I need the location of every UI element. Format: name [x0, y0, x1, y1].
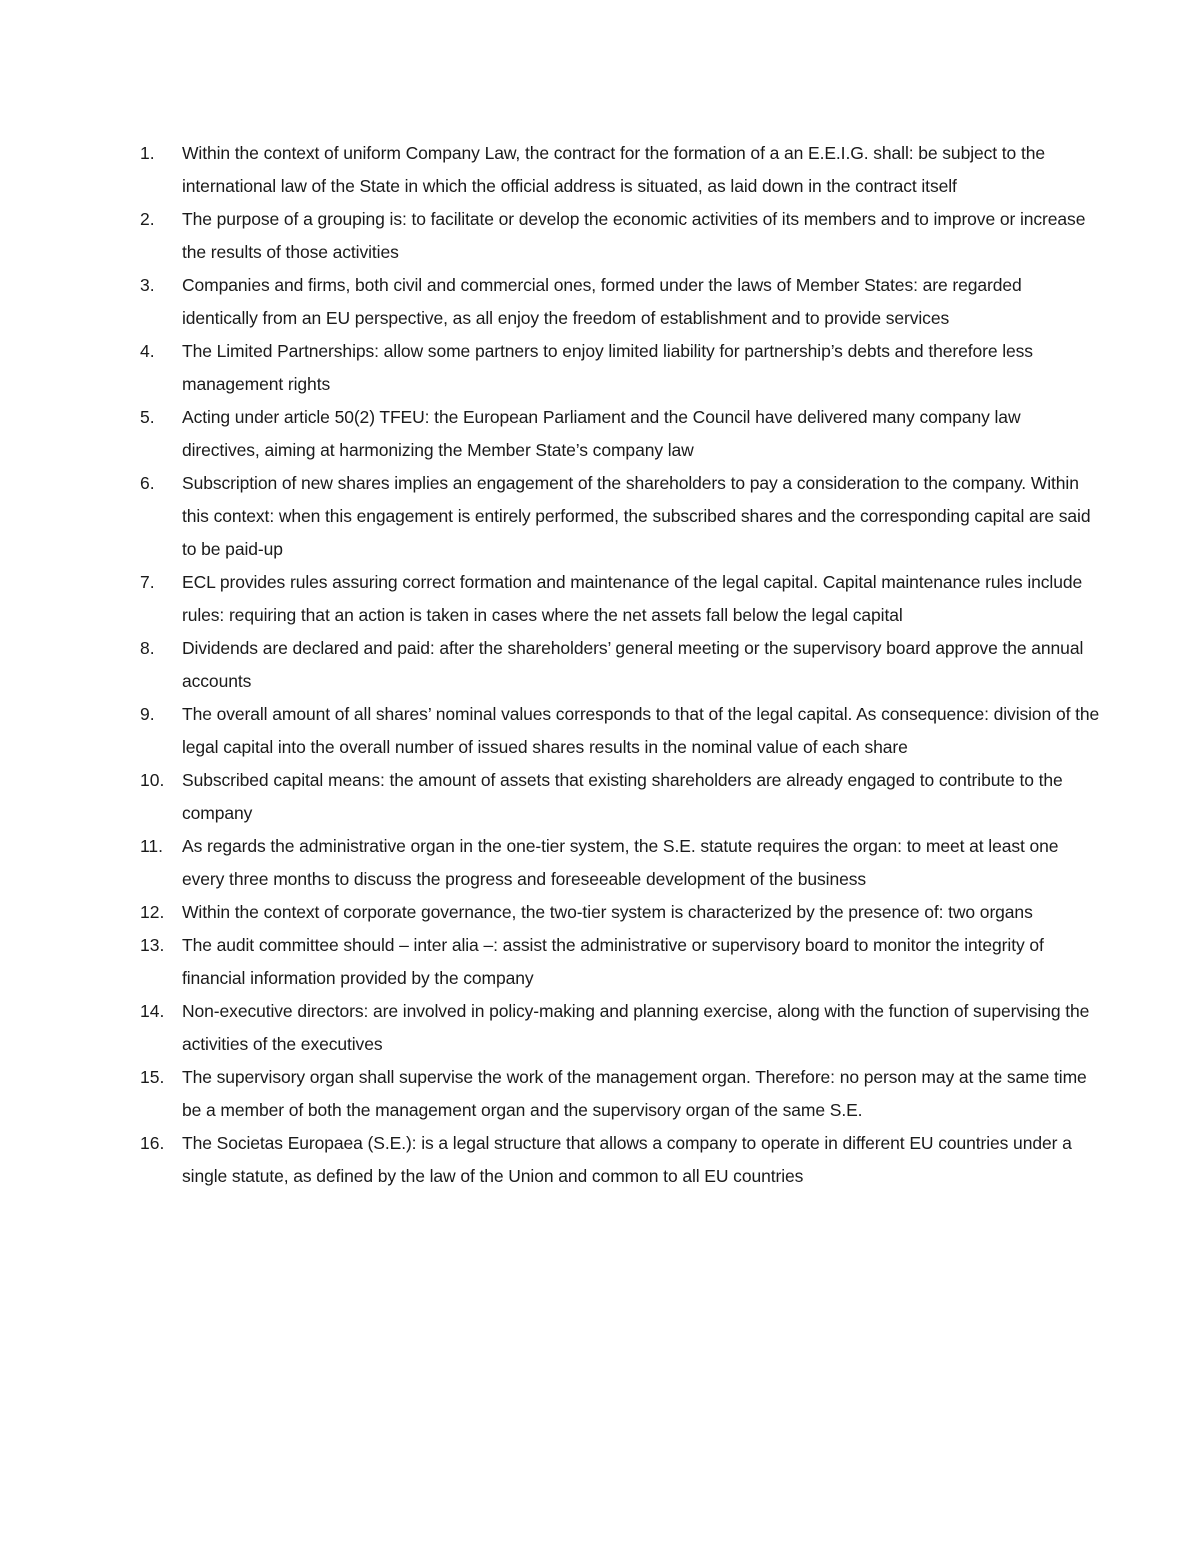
item-number: 11.: [140, 836, 164, 856]
item-text: Within the context of corporate governance, the two-tier system is characterized by the presence of: two organs: [182, 902, 1033, 922]
item-number: 7.: [140, 572, 155, 592]
item-text: The supervisory organ shall supervise the work of the management organ. Therefore: no person may at the same time be a member of both the management organ and the supervisory organ of the same S.E.: [182, 1067, 1087, 1120]
item-number: 9.: [140, 704, 155, 724]
item-text: ECL provides rules assuring correct formation and maintenance of the legal capital. Capital maintenance rules include rules: requiring that an action is taken in cases where the net assets fall below the legal capital: [182, 572, 1083, 625]
item-number: 10.: [140, 770, 165, 790]
item-number: 6.: [140, 473, 155, 493]
item-number: 5.: [140, 407, 155, 427]
item-text: Subscribed capital means: the amount of assets that existing shareholders are already engaged to contribute to the company: [182, 770, 1063, 823]
list-item: [140, 137, 1100, 203]
item-text: Acting under article 50(2) TFEU: the European Parliament and the Council have delivered many company law directives, aiming at harmonizing the Member State’s company law: [182, 407, 1021, 460]
item-text: The overall amount of all shares’ nominal values corresponds to that of the legal capital. As consequence: division of the legal capital into the overall number of issued shares results in the nominal value of each share: [182, 704, 1100, 757]
item-number: 13.: [140, 935, 165, 955]
list-item: [140, 401, 1100, 467]
item-text: The Limited Partnerships: allow some partners to enjoy limited liability for partnership’s debts and therefore less management rights: [182, 341, 1033, 394]
numbered-list: [140, 137, 1100, 1193]
item-number: 4.: [140, 341, 155, 361]
list-item: [140, 929, 1100, 995]
item-text: The Societas Europaea (S.E.): is a legal structure that allows a company to operate in different EU countries under a single statute, as defined by the law of the Union and common to all EU countries: [182, 1133, 1072, 1186]
item-text: The audit committee should – inter alia –: assist the administrative or supervisory board to monitor the integrity of financial information provided by the company: [182, 935, 1044, 988]
list-item: [140, 566, 1100, 632]
list-item: [140, 467, 1100, 566]
item-number: 12.: [140, 902, 165, 922]
list-item: [140, 632, 1100, 698]
list-item: [140, 830, 1100, 896]
item-number: 2.: [140, 209, 155, 229]
list-item: [140, 1127, 1100, 1193]
item-number: 8.: [140, 638, 155, 658]
item-text: Dividends are declared and paid: after the shareholders’ general meeting or the supervisory board approve the annual accounts: [182, 638, 1084, 691]
item-text: Within the context of uniform Company Law, the contract for the formation of a an E.E.I.G. shall: be subject to the international law of the State in which the official address is situated, as laid down in the contract itself: [182, 143, 1045, 196]
item-number: 1.: [140, 143, 155, 163]
list-item: [140, 203, 1100, 269]
item-text: Subscription of new shares implies an engagement of the shareholders to pay a consideration to the company. Within this context: when this engagement is entirely performed, the subscribed shares and the corresponding capital are said to be paid-up: [182, 473, 1091, 559]
list-item: [140, 1061, 1100, 1127]
item-number: 3.: [140, 275, 155, 295]
list-item: [140, 269, 1100, 335]
list-item: [140, 698, 1100, 764]
list-item: [140, 764, 1100, 830]
item-text: Non-executive directors: are involved in policy-making and planning exercise, along with the function of supervising the activities of the executives: [182, 1001, 1090, 1054]
list-item: [140, 896, 1100, 929]
list-item: [140, 995, 1100, 1061]
item-text: Companies and firms, both civil and commercial ones, formed under the laws of Member States: are regarded identically from an EU perspective, as all enjoy the freedom of establishment and to provide services: [182, 275, 1022, 328]
list-item: [140, 335, 1100, 401]
item-number: 14.: [140, 1001, 165, 1021]
item-text: As regards the administrative organ in the one-tier system, the S.E. statute requires the organ: to meet at least one every three months to discuss the progress and foreseeable development of the business: [182, 836, 1059, 889]
item-text: The purpose of a grouping is: to facilitate or develop the economic activities of its members and to improve or increase the results of those activities: [182, 209, 1086, 262]
item-number: 16.: [140, 1133, 165, 1153]
item-number: 15.: [140, 1067, 165, 1087]
